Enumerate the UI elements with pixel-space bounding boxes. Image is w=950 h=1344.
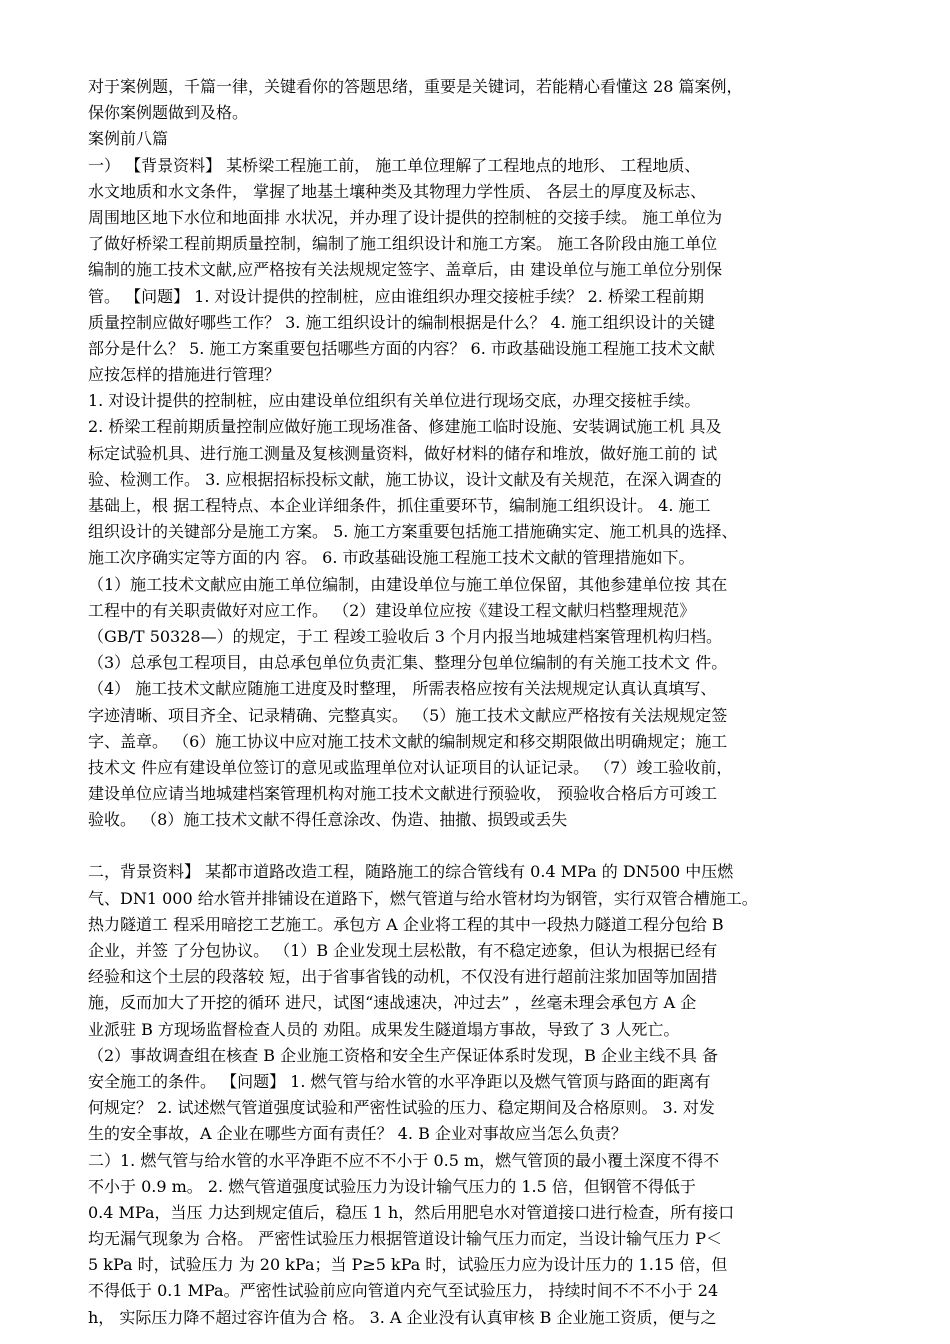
case1-line: （GB/T 50328—）的规定，于工 程竣工验收后 3 个月内报当地城建档案管理机构归档。 — [88, 626, 723, 646]
case2-line: 二，背景资料】 某都市道路改造工程，随路施工的综合管线有 0.4 MPa 的 DN500 中压燃 — [88, 862, 734, 882]
case1-line: 周围地区地下水位和地面排 水状况，并办理了设计提供的控制桩的交接手续。 施工单位为 — [88, 207, 723, 227]
intro-line: 对于案例题，千篇一律，关键看你的答题思绪，重要是关键词，若能精心看懂这 28 篇案例， — [88, 77, 743, 96]
case1-line: 部分是什么？ 5. 施工方案重要包括哪些方面的内容？ 6. 市政基础设施工程施工技术文献 — [88, 338, 715, 358]
case1-line: 标定试验机具、进行施工测量及复核测量资料，做好材料的储存和堆放，做好施工前的 试 — [88, 443, 718, 463]
case2-line: 企业，并签 了分包协议。 （1）B 企业发现土层松散，有不稳定迹象，但认为根据已经有 — [88, 941, 718, 960]
case1-line: （3）总承包工程项目，由总承包单位负责汇集、整理分包单位编制的有关施工技术文 件。 — [88, 653, 728, 673]
case2-line: h， 实际压力降不超过容许值为合 格。 3. A 企业没有认真审核 B 企业施工资质，便与之 — [88, 1307, 717, 1327]
case2-line: 施，反而加大了开挖的循环 进尺，试图“速战速决，冲过去” ，丝毫未理会承包方 A 企 — [88, 993, 697, 1013]
case2-line: 5 kPa 时，试验压力 为 20 kPa；当 P≥5 kPa 时，试验压力应为设计压力的 1.15 倍，但 — [88, 1255, 728, 1275]
case2-line: 业派驻 B 方现场监督检查人员的 劝阻。成果发生隧道塌方事故，导致了 3 人死亡。 — [88, 1019, 680, 1039]
case2-line: 安全施工的条件。 【问题】 1. 燃气管与给水管的水平净距以及燃气管顶与路面的距离有 — [88, 1071, 711, 1091]
case1-line: 施工次序确实定等方面的内 容。 6. 市政基础设施工程施工技术文献的管理措施如下。 — [88, 548, 695, 568]
case-one-section — [88, 153, 878, 834]
intro-line: 保你案例题做到及格。 — [88, 103, 249, 123]
case2-line: 0.4 MPa，当压 力达到规定值后，稳压 1 h，然后用肥皂水对管道接口进行检查，所有接口 — [88, 1202, 735, 1222]
case2-line: 何规定？ 2. 试述燃气管道强度试验和严密性试验的压力、稳定期间及合格原则。 3. 对发 — [88, 1098, 715, 1118]
case2-line: 二）1. 燃气管与给水管的水平净距不应不不小于 0.5 m，燃气管顶的最小覆土深度不得不 — [88, 1150, 720, 1170]
case2-line: 热力隧道工 程采用暗挖工艺施工。承包方 A 企业将工程的其中一段热力隧道工程分包给 B — [88, 914, 724, 934]
case1-line: 2. 桥梁工程前期质量控制应做好施工现场准备、修建施工临时设施、安装调试施工机 具及 — [88, 417, 722, 437]
case1-line: 了做好桥梁工程前期质量控制，编制了施工组织设计和施工方案。 施工各阶段由施工单位 — [88, 234, 718, 254]
case1-line: 一） 【背景资料】 某桥梁工程施工前， 施工单位理解了工程地点的地形、 工程地质、 — [88, 155, 701, 175]
case1-line: 验收。 （8）施工技术文献不得任意涂改、伪造、抽撤、损毁或丢失 — [88, 810, 568, 830]
case1-line: 建设单位应请当地城建档案管理机构对施工技术文献进行预验收， 预验收合格后方可竣工 — [88, 784, 718, 804]
case2-line: 经验和这个土层的段落较 短，出于省事省钱的动机，不仅没有进行超前注浆加固等加固措 — [88, 967, 718, 987]
case2-line: （2）事故调查组在核查 B 企业施工资格和安全生产保证体系时发现，B 企业主线不具 备 — [88, 1045, 719, 1065]
case1-line: 字迹清晰、项目齐全、记录精确、完整真实。 （5）施工技术文献应严格按有关法规规定签 — [88, 705, 728, 725]
case1-line: 基础上，根 据工程特点、本企业详细条件，抓住重要环节，编制施工组织设计。 4. 施工 — [88, 496, 711, 515]
section-heading: 案例前八篇 — [88, 129, 169, 149]
case-two-section — [88, 859, 878, 1330]
case1-line: 编制的施工技术文献,应严格按有关法规规定签字、盖章后，由 建设单位与施工单位分别保 — [88, 260, 723, 280]
case1-line: 验、检测工作。 3. 应根据招标投标文献，施工协议，设计文献及有关规范，在深入调查的 — [88, 469, 722, 489]
case1-line: （1）施工技术文献应由施工单位编制，由建设单位与施工单位保留，其他参建单位按 其在 — [88, 574, 728, 594]
case2-line: 均无漏气现象为 合格。 严密性试验压力根据管道设计输气压力而定，当设计输气压力 P＜ — [88, 1229, 723, 1249]
case2-line: 气、DN1 000 给水管并排铺设在道路下，燃气管道与给水管材均为钢管，实行双管合槽施工。 — [88, 888, 758, 908]
case1-line: 质量控制应做好哪些工作？ 3. 施工组织设计的编制根据是什么？ 4. 施工组织设计的关键 — [88, 312, 715, 332]
case1-line: （4） 施工技术文献应随施工进度及时整理， 所需表格应按有关法规规定认真认真填写、 — [88, 679, 717, 699]
case1-line: 工程中的有关职责做好对应工作。 （2）建设单位应按《建设工程文献归档整理规范》 — [88, 600, 696, 620]
section-spacer — [88, 833, 878, 859]
case2-line: 不得低于 0.1 MPa。严密性试验前应向管道内充气至试验压力， 持续时间不不不小于 24 — [88, 1281, 719, 1301]
case1-line: 技术文 件应有建设单位签订的意见或监理单位对认证项目的认证记录。 （7）竣工验收前， — [88, 757, 733, 777]
case1-line: 管。 【问题】 1. 对设计提供的控制桩，应由谁组织办理交接桩手续？ 2. 桥梁工程前期 — [88, 286, 704, 306]
case2-line: 不小于 0.9 m。 2. 燃气管道强度试验压力为设计输气压力的 1.5 倍，但钢管不得低于 — [88, 1176, 696, 1196]
case1-line: 字、盖章。 （6）施工协议中应对施工技术文献的编制规定和移交期限做出明确规定；施工 — [88, 731, 728, 751]
case1-line: 1. 对设计提供的控制桩，应由建设单位组织有关单位进行现场交底，办理交接桩手续。 — [88, 391, 701, 411]
case1-line: 应按怎样的措施进行管理？ — [88, 365, 281, 385]
case1-line: 水文地质和水文条件， 掌握了地基土壤种类及其物理力学性质、 各层土的厚度及标志、 — [88, 181, 707, 201]
intro-section — [88, 74, 878, 153]
case1-line: 组织设计的关键部分是施工方案。 5. 施工方案重要包括施工措施确实定、施工机具的选择、 — [88, 522, 738, 542]
case2-line: 生的安全事故，A 企业在哪些方面有责任？ 4. B 企业对事故应当怎么负责？ — [88, 1124, 627, 1144]
document-page — [88, 74, 878, 1331]
